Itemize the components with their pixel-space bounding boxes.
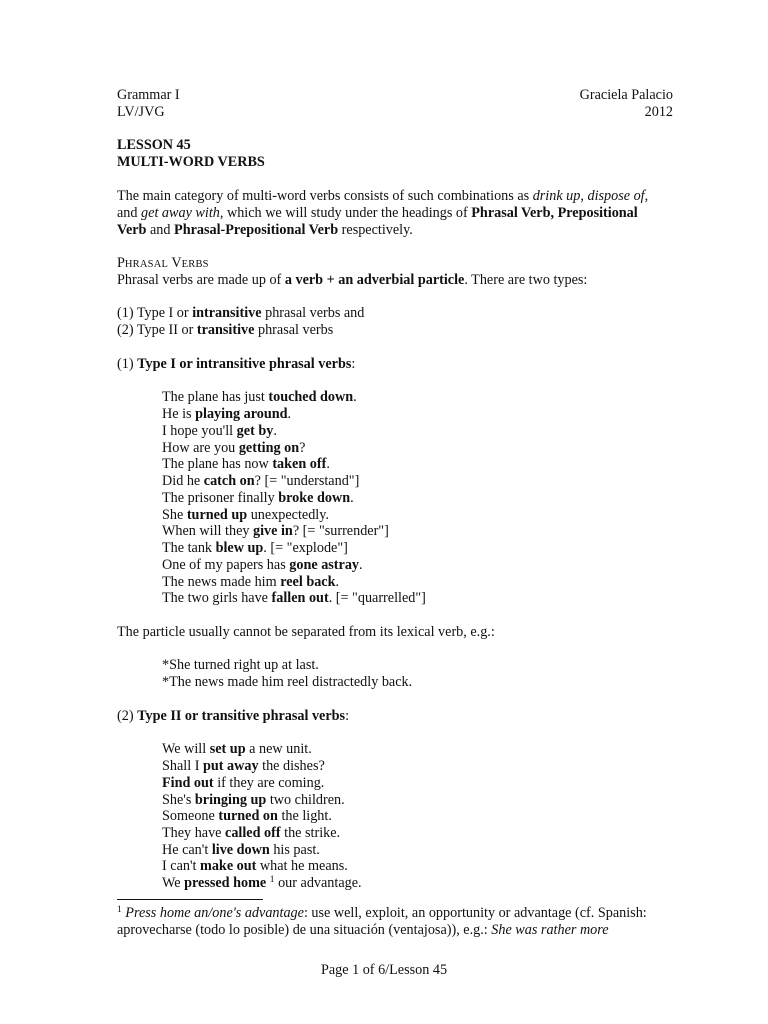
example-1-4: How are you getting on? bbox=[162, 440, 306, 456]
type-2-line: (2) Type II or transitive phrasal verbs bbox=[117, 322, 334, 338]
intro-line-3: Verb and Phrasal-Prepositional Verb respectively. bbox=[117, 222, 413, 238]
section-2-heading: (2) Type II or transitive phrasal verbs: bbox=[117, 708, 350, 724]
year: 2012 bbox=[644, 104, 673, 120]
footnote-line-1: $^1$ Press home an/one's advantage: use well, exploit, an opportunity or advantage (cf. Spanish: bbox=[117, 905, 647, 921]
author-name: Graciela Palacio bbox=[579, 87, 673, 103]
course-code: LV/JVG bbox=[117, 104, 165, 120]
example-1-11: One of my papers has gone astray. bbox=[162, 557, 363, 573]
example-1-5: The plane has now taken off. bbox=[162, 456, 330, 472]
separation-note: The particle usually cannot be separated from its lexical verb, e.g.: bbox=[117, 624, 495, 640]
footnote-reference[interactable]: 1 bbox=[269, 875, 275, 885]
separation-example-1: *She turned right up at last. bbox=[162, 657, 319, 673]
course-name: Grammar I bbox=[117, 87, 180, 103]
footnote-line-2: aprovecharse (todo lo posible) de una situación (ventajosa)), e.g.: She was rather more bbox=[117, 922, 609, 938]
example-1-13: The two girls have fallen out. [= "quarrelled"] bbox=[162, 590, 426, 606]
footnote-separator bbox=[117, 899, 263, 900]
lesson-title: MULTI-WORD VERBS bbox=[117, 154, 265, 170]
type-1-line: (1) Type I or intransitive phrasal verbs and bbox=[117, 305, 365, 321]
lesson-number: LESSON 45 bbox=[117, 137, 191, 153]
separation-example-2: *The news made him reel distractedly back. bbox=[162, 674, 413, 690]
page-footer: Page 1 of 6/Lesson 45 bbox=[320, 962, 448, 978]
example-1-1: The plane has just touched down. bbox=[162, 389, 357, 405]
example-2-1: We will set up a new unit. bbox=[162, 741, 312, 757]
example-1-7: The prisoner finally broke down. bbox=[162, 490, 354, 506]
example-2-3: Find out if they are coming. bbox=[162, 775, 325, 791]
example-2-6: They have called off the strike. bbox=[162, 825, 341, 841]
example-1-10: The tank blew up. [= "explode"] bbox=[162, 540, 348, 556]
example-2-5: Someone turned on the light. bbox=[162, 808, 332, 824]
example-1-8: She turned up unexpectedly. bbox=[162, 507, 329, 523]
example-1-3: I hope you'll get by. bbox=[162, 423, 277, 439]
example-1-9: When will they give in? [= "surrender"] bbox=[162, 523, 389, 539]
example-2-7: He can't live down his past. bbox=[162, 842, 320, 858]
example-1-2: He is playing around. bbox=[162, 406, 292, 422]
example-2-4: She's bringing up two children. bbox=[162, 792, 345, 808]
section-heading-phrasal-verbs: PHRASAL VERBS bbox=[117, 255, 209, 271]
footnote-marker: 1 bbox=[117, 905, 122, 915]
example-2-9: We pressed home $^1$ our advantage. bbox=[162, 875, 362, 891]
section-1-heading: (1) Type I or intransitive phrasal verbs: bbox=[117, 356, 356, 372]
example-1-6: Did he catch on? [= "understand"] bbox=[162, 473, 360, 489]
example-2-8: I can't make out what he means. bbox=[162, 858, 348, 874]
intro-line-1: The main category of multi-word verbs consists of such combinations as drink up, dispose of, bbox=[117, 188, 649, 204]
example-2-2: Shall I put away the dishes? bbox=[162, 758, 325, 774]
example-1-12: The news made him reel back. bbox=[162, 574, 340, 590]
phrasal-definition: Phrasal verbs are made up of a verb + an adverbial particle. There are two types: bbox=[117, 272, 588, 288]
intro-line-2: and get away with, which we will study under the headings of Phrasal Verb, Prepositional bbox=[117, 205, 638, 221]
